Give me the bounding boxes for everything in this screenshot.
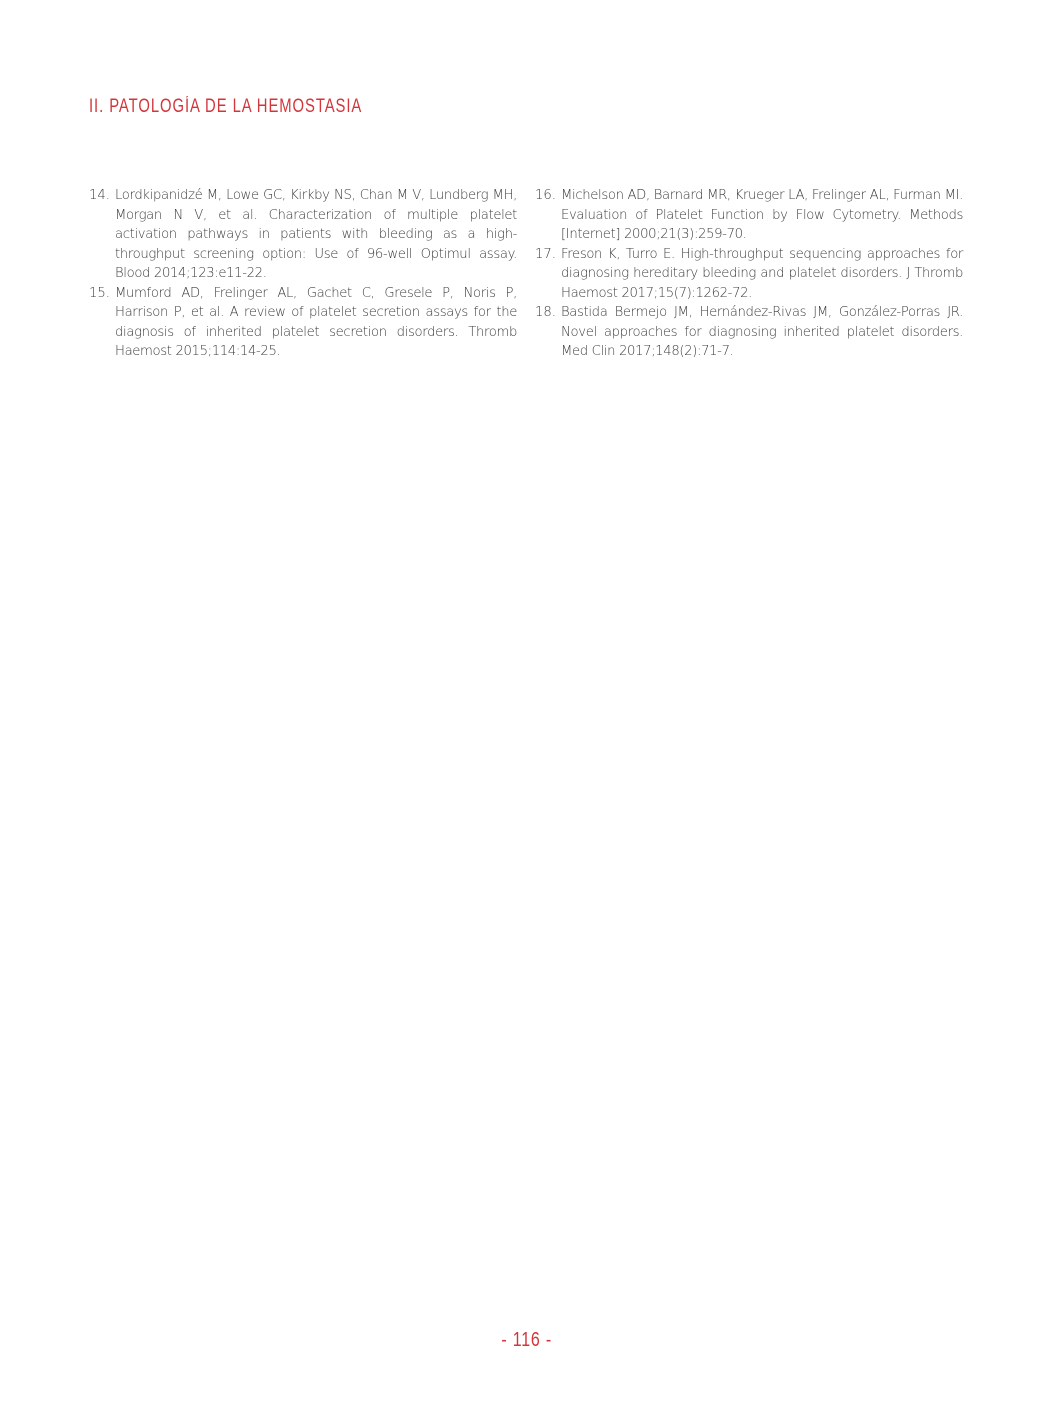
section-title: II. PATOLOGÍA DE LA HEMOSTASIA [89,96,363,117]
reference-text: Michelson AD, Barnard MR, Krueger LA, Frelinger AL, Furman MI. Evaluation of Platelet Function by Flow Cytometry. Methods [Internet] 2000;21(3):259-70. [561,188,963,242]
reference-item [535,186,963,245]
reference-item [89,186,517,284]
reference-number: 15. [89,285,110,301]
reference-item [535,303,963,362]
references-column-left [89,186,517,362]
page-number [0,1329,1053,1352]
reference-text: Freson K, Turro E. High-throughput sequencing approaches for diagnosing hereditary bleeding and platelet disorders. J Thromb Haemost 2017;15(7):1262-72. [561,246,963,301]
reference-text: Lordkipanidzé M, Lowe GC, Kirkby NS, Chan M V, Lundberg MH, Morgan N V, et al. Characterization of multiple platelet activation pathways in patients with bleeding as a high-throughput screening option: Use of 96-well Optimul assay. Blood 2014;123:e11-22. [115,188,517,281]
reference-text: Mumford AD, Frelinger AL, Gachet C, Gresele P, Noris P, Harrison P, et al. A review of platelet secretion assays for the diagnosis of inherited platelet secretion disorders. Thromb Haemost 2015;114:14-25. [115,285,517,359]
reference-item [535,245,963,304]
page-number-text: - 116 - [501,1329,552,1351]
references-column-right [535,186,963,362]
reference-text: Bastida Bermejo JM, Hernández-Rivas JM, González-Porras JR. Novel approaches for diagnosing inherited platelet disorders. Med Clin 2017;148(2):71-7. [561,305,963,359]
references-list [89,186,963,362]
reference-number: 17. [535,246,556,262]
reference-number: 14. [89,188,110,203]
reference-item [89,284,517,362]
reference-number: 16. [535,188,556,203]
reference-number: 18. [535,305,556,320]
